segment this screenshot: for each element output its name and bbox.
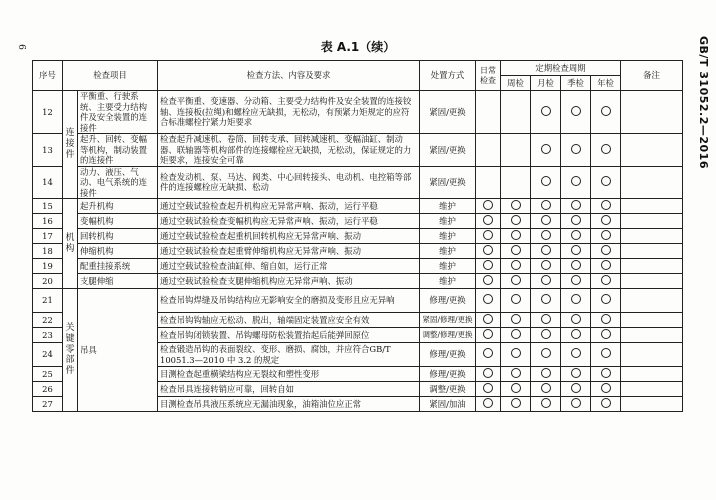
table-row	[33, 199, 683, 214]
row-no: 14	[33, 166, 63, 199]
mark-cell-quarterly	[561, 343, 591, 367]
mark-cell-yearly	[591, 289, 621, 313]
check-circle-icon	[601, 200, 611, 210]
mark-cell-daily	[476, 382, 501, 397]
mark-cell-daily	[476, 244, 501, 259]
mark-cell-quarterly	[561, 397, 591, 412]
mark-cell-quarterly	[561, 328, 591, 343]
check-circle-icon	[541, 368, 551, 378]
header-yearly: 年检	[591, 76, 621, 91]
row-method: 通过空载试验检查支腿伸缩机构应无异常声响、振动	[158, 274, 420, 289]
mark-cell-yearly	[591, 134, 621, 167]
check-circle-icon	[483, 368, 493, 378]
mark-cell-quarterly	[561, 134, 591, 167]
row-treatment: 修理/更换	[420, 289, 476, 313]
table-row	[33, 91, 683, 134]
mark-cell-monthly	[531, 328, 561, 343]
check-circle-icon	[511, 294, 521, 304]
mark-cell-yearly	[591, 313, 621, 328]
check-circle-icon	[541, 260, 551, 270]
check-circle-icon	[511, 329, 521, 339]
mark-cell-daily	[476, 328, 501, 343]
mark-cell-daily	[476, 367, 501, 382]
row-treatment: 紧固/更换	[420, 134, 476, 167]
mark-cell-quarterly	[561, 166, 591, 199]
mark-cell-daily	[476, 229, 501, 244]
mark-cell-weekly	[501, 397, 531, 412]
page-number: 6	[15, 44, 26, 50]
check-circle-icon	[571, 230, 581, 240]
check-circle-icon	[541, 230, 551, 240]
row-method: 检查吊钩闭锁装置、吊钩螺母防松装置抬起后能弹回原位	[158, 328, 420, 343]
check-circle-icon	[541, 275, 551, 285]
mark-cell-quarterly	[561, 259, 591, 274]
check-circle-icon	[483, 200, 493, 210]
row-treatment: 维护	[420, 199, 476, 214]
mark-cell-monthly	[531, 134, 561, 167]
row-no: 23	[33, 328, 63, 343]
header-quarterly: 季检	[561, 76, 591, 91]
header-remarks: 备注	[621, 61, 683, 91]
check-circle-icon	[571, 144, 581, 154]
row-method: 检查锻造吊钩的表面裂纹、变形、磨损、腐蚀，并应符合GB/T 10051.3—2010 中 3.2 的规定	[158, 343, 420, 367]
group-text: 关键零部件	[65, 323, 75, 377]
check-circle-icon	[571, 368, 581, 378]
row-method: 目测检查起重横梁结构应无裂纹和塑性变形	[158, 367, 420, 382]
check-circle-icon	[541, 176, 551, 186]
mark-cell-monthly	[531, 214, 561, 229]
mark-cell-daily	[476, 134, 501, 167]
mark-cell-monthly	[531, 199, 561, 214]
mark-cell-yearly	[591, 91, 621, 134]
check-circle-icon	[511, 275, 521, 285]
mark-cell-yearly	[591, 328, 621, 343]
mark-cell-daily	[476, 91, 501, 134]
row-item: 起升、回转、变幅等机构，制动装置的连接件	[78, 134, 158, 167]
mark-cell-weekly	[501, 382, 531, 397]
row-treatment: 维护	[420, 259, 476, 274]
check-circle-icon	[541, 245, 551, 255]
check-circle-icon	[571, 106, 581, 116]
mark-cell-quarterly	[561, 229, 591, 244]
row-treatment: 紧固/加油	[420, 397, 476, 412]
check-circle-icon	[511, 314, 521, 324]
table-row	[33, 134, 683, 167]
group-text: 连接件	[65, 128, 75, 160]
check-circle-icon	[511, 200, 521, 210]
mark-cell-weekly	[501, 343, 531, 367]
standard-code: GB/T 31052.2—2016	[697, 36, 710, 169]
mark-cell-weekly	[501, 214, 531, 229]
mark-cell-yearly	[591, 274, 621, 289]
check-circle-icon	[601, 144, 611, 154]
mark-cell-weekly	[501, 134, 531, 167]
row-no: 18	[33, 244, 63, 259]
row-remarks	[621, 134, 683, 167]
row-item: 伸缩机构	[78, 244, 158, 259]
check-circle-icon	[483, 294, 493, 304]
mark-cell-daily	[476, 199, 501, 214]
row-remarks	[621, 328, 683, 343]
mark-cell-yearly	[591, 199, 621, 214]
table-row	[33, 229, 683, 244]
row-method: 检查发动机、泵、马达、阀类、中心回转接头、电动机、电控箱等部件的连接螺栓应无缺损、松动	[158, 166, 420, 199]
row-treatment: 调整/修理/更换	[420, 328, 476, 343]
mark-cell-daily	[476, 343, 501, 367]
row-no: 27	[33, 397, 63, 412]
row-remarks	[621, 343, 683, 367]
check-circle-icon	[541, 329, 551, 339]
check-circle-icon	[541, 215, 551, 225]
row-method: 通过空载试验检查油缸伸、缩自如，运行正常	[158, 259, 420, 274]
row-item-lifting-gear: 吊具	[78, 289, 158, 412]
mark-cell-monthly	[531, 229, 561, 244]
check-circle-icon	[601, 176, 611, 186]
mark-cell-yearly	[591, 367, 621, 382]
mark-cell-yearly	[591, 259, 621, 274]
mark-cell-weekly	[501, 328, 531, 343]
mark-cell-monthly	[531, 289, 561, 313]
row-no: 20	[33, 274, 63, 289]
mark-cell-quarterly	[561, 289, 591, 313]
check-circle-icon	[483, 260, 493, 270]
check-circle-icon	[483, 230, 493, 240]
table-row	[33, 214, 683, 229]
mark-cell-monthly	[531, 397, 561, 412]
check-circle-icon	[571, 275, 581, 285]
row-no: 21	[33, 289, 63, 313]
check-circle-icon	[571, 314, 581, 324]
check-circle-icon	[601, 368, 611, 378]
check-circle-icon	[601, 383, 611, 393]
row-treatment: 维护	[420, 229, 476, 244]
header-weekly: 周检	[501, 76, 531, 91]
mark-cell-daily	[476, 259, 501, 274]
row-item: 回转机构	[78, 229, 158, 244]
row-method: 检查平衡重、变速器、分动箱、主要受力结构件及安全装置的连接铰轴、连接板(拉绳)和螺栓应无缺损，无松动，有预紧力矩规定的应符合标准螺栓拧紧力矩要求	[158, 91, 420, 134]
mark-cell-quarterly	[561, 313, 591, 328]
row-treatment: 修理/更换	[420, 367, 476, 382]
table-row	[33, 166, 683, 199]
check-circle-icon	[541, 314, 551, 324]
mark-cell-quarterly	[561, 199, 591, 214]
row-method: 通过空载试验检查起升机构应无异常声响、振动，运行平稳	[158, 199, 420, 214]
row-no: 17	[33, 229, 63, 244]
table-row	[33, 289, 683, 313]
check-circle-icon	[601, 348, 611, 358]
table-title: 表 A.1（续）	[320, 40, 396, 54]
check-circle-icon	[483, 398, 493, 408]
row-item: 变幅机构	[78, 214, 158, 229]
mark-cell-monthly	[531, 244, 561, 259]
row-remarks	[621, 289, 683, 313]
row-method: 通过空载试验检查起重机回转机构应无异常声响、振动	[158, 229, 420, 244]
row-remarks	[621, 367, 683, 382]
check-circle-icon	[541, 398, 551, 408]
check-circle-icon	[601, 215, 611, 225]
mark-cell-yearly	[591, 229, 621, 244]
check-circle-icon	[511, 383, 521, 393]
check-circle-icon	[511, 368, 521, 378]
mark-cell-weekly	[501, 367, 531, 382]
check-circle-icon	[541, 106, 551, 116]
group-label-key-parts	[63, 289, 78, 412]
row-remarks	[621, 259, 683, 274]
header-item: 检查项目	[63, 61, 158, 91]
mark-cell-weekly	[501, 91, 531, 134]
table-row	[33, 244, 683, 259]
check-circle-icon	[541, 383, 551, 393]
inspection-table	[32, 60, 683, 412]
mark-cell-daily	[476, 397, 501, 412]
mark-cell-yearly	[591, 397, 621, 412]
check-circle-icon	[571, 260, 581, 270]
mark-cell-daily	[476, 289, 501, 313]
mark-cell-yearly	[591, 166, 621, 199]
mark-cell-yearly	[591, 244, 621, 259]
mark-cell-daily	[476, 166, 501, 199]
check-circle-icon	[483, 245, 493, 255]
check-circle-icon	[541, 294, 551, 304]
check-circle-icon	[601, 398, 611, 408]
check-circle-icon	[571, 383, 581, 393]
row-item: 支腿伸缩	[78, 274, 158, 289]
check-circle-icon	[601, 329, 611, 339]
mark-cell-monthly	[531, 166, 561, 199]
row-method: 检查吊钩钩轴应无松动、脱出，轴端固定装置应安全有效	[158, 313, 420, 328]
check-circle-icon	[571, 329, 581, 339]
check-circle-icon	[571, 245, 581, 255]
mark-cell-daily	[476, 214, 501, 229]
mark-cell-weekly	[501, 166, 531, 199]
mark-cell-monthly	[531, 313, 561, 328]
row-treatment: 维护	[420, 214, 476, 229]
check-circle-icon	[601, 245, 611, 255]
row-remarks	[621, 397, 683, 412]
row-no: 16	[33, 214, 63, 229]
group-text: 机构	[65, 232, 75, 254]
row-no: 22	[33, 313, 63, 328]
mark-cell-weekly	[501, 289, 531, 313]
mark-cell-monthly	[531, 382, 561, 397]
mark-cell-monthly	[531, 367, 561, 382]
row-treatment: 紧固/更换	[420, 91, 476, 134]
row-method: 通过空载试验检查起重臂伸缩机构应无异常声响、振动	[158, 244, 420, 259]
mark-cell-quarterly	[561, 367, 591, 382]
row-item: 动力、液压、气动、电气系统的连接件	[78, 166, 158, 199]
check-circle-icon	[483, 215, 493, 225]
row-method: 检查起升减速机、卷筒、回转支承、回转减速机、变幅油缸、制动器、联轴器等机构部件的连接螺栓应无缺损，无松动，保证规定的力矩要求，连接安全可靠	[158, 134, 420, 167]
mark-cell-quarterly	[561, 382, 591, 397]
mark-cell-daily	[476, 313, 501, 328]
row-remarks	[621, 214, 683, 229]
table-row	[33, 259, 683, 274]
row-remarks	[621, 313, 683, 328]
mark-cell-weekly	[501, 274, 531, 289]
row-method: 通过空载试验检查变幅机构应无异常声响、振动，运行平稳	[158, 214, 420, 229]
check-circle-icon	[571, 176, 581, 186]
row-treatment: 紧固/修理/更换	[420, 313, 476, 328]
mark-cell-yearly	[591, 343, 621, 367]
row-treatment: 维护	[420, 274, 476, 289]
header-daily: 日常检查	[476, 61, 501, 91]
table-row	[33, 274, 683, 289]
mark-cell-quarterly	[561, 214, 591, 229]
mark-cell-monthly	[531, 343, 561, 367]
row-method: 检查吊具连接转销应可靠，回转自如	[158, 382, 420, 397]
mark-cell-monthly	[531, 274, 561, 289]
check-circle-icon	[601, 294, 611, 304]
header-monthly: 月检	[531, 76, 561, 91]
row-item: 配重挂接系统	[78, 259, 158, 274]
header-method: 检查方法、内容及要求	[158, 61, 420, 91]
row-no: 26	[33, 382, 63, 397]
mark-cell-quarterly	[561, 91, 591, 134]
check-circle-icon	[483, 348, 493, 358]
check-circle-icon	[571, 215, 581, 225]
header-periodic: 定期检查周期	[501, 61, 621, 76]
check-circle-icon	[483, 329, 493, 339]
check-circle-icon	[511, 260, 521, 270]
check-circle-icon	[511, 245, 521, 255]
check-circle-icon	[571, 348, 581, 358]
mark-cell-quarterly	[561, 274, 591, 289]
check-circle-icon	[511, 215, 521, 225]
row-no: 24	[33, 343, 63, 367]
header-no: 序号	[33, 61, 63, 91]
row-method: 目测检查吊具液压系统应无漏油现象，油箱油位应正常	[158, 397, 420, 412]
mark-cell-weekly	[501, 229, 531, 244]
mark-cell-monthly	[531, 259, 561, 274]
row-remarks	[621, 274, 683, 289]
row-treatment: 修理/更换	[420, 343, 476, 367]
check-circle-icon	[601, 106, 611, 116]
check-circle-icon	[483, 275, 493, 285]
row-item: 平衡重、行驶系统、主要受力结构件及安全装置的连接件	[78, 91, 158, 134]
check-circle-icon	[511, 348, 521, 358]
check-circle-icon	[601, 260, 611, 270]
check-circle-icon	[571, 200, 581, 210]
check-circle-icon	[541, 348, 551, 358]
check-circle-icon	[541, 144, 551, 154]
check-circle-icon	[511, 230, 521, 240]
check-circle-icon	[601, 314, 611, 324]
row-no: 15	[33, 199, 63, 214]
check-circle-icon	[601, 275, 611, 285]
row-treatment: 维护	[420, 244, 476, 259]
mark-cell-daily	[476, 274, 501, 289]
check-circle-icon	[483, 383, 493, 393]
check-circle-icon	[483, 314, 493, 324]
mark-cell-yearly	[591, 214, 621, 229]
mark-cell-weekly	[501, 259, 531, 274]
mark-cell-weekly	[501, 313, 531, 328]
mark-cell-weekly	[501, 244, 531, 259]
row-no: 25	[33, 367, 63, 382]
check-circle-icon	[601, 230, 611, 240]
mark-cell-quarterly	[561, 244, 591, 259]
check-circle-icon	[511, 398, 521, 408]
row-treatment: 紧固/更换	[420, 166, 476, 199]
row-no: 13	[33, 134, 63, 167]
row-treatment: 调整/更换	[420, 382, 476, 397]
row-no: 19	[33, 259, 63, 274]
mark-cell-weekly	[501, 199, 531, 214]
mark-cell-monthly	[531, 91, 561, 134]
row-no: 12	[33, 91, 63, 134]
row-remarks	[621, 166, 683, 199]
check-circle-icon	[571, 294, 581, 304]
row-method: 检查吊钩焊缝及吊钩结构应无影响安全的磨损及变形且应无异响	[158, 289, 420, 313]
check-circle-icon	[541, 200, 551, 210]
row-remarks	[621, 382, 683, 397]
row-remarks	[621, 244, 683, 259]
row-item: 起升机构	[78, 199, 158, 214]
header-treatment: 处置方式	[420, 61, 476, 91]
group-label-connection	[63, 91, 78, 199]
row-remarks	[621, 199, 683, 214]
check-circle-icon	[571, 398, 581, 408]
group-label-mechanism	[63, 199, 78, 289]
row-remarks	[621, 91, 683, 134]
row-remarks	[621, 229, 683, 244]
mark-cell-yearly	[591, 382, 621, 397]
